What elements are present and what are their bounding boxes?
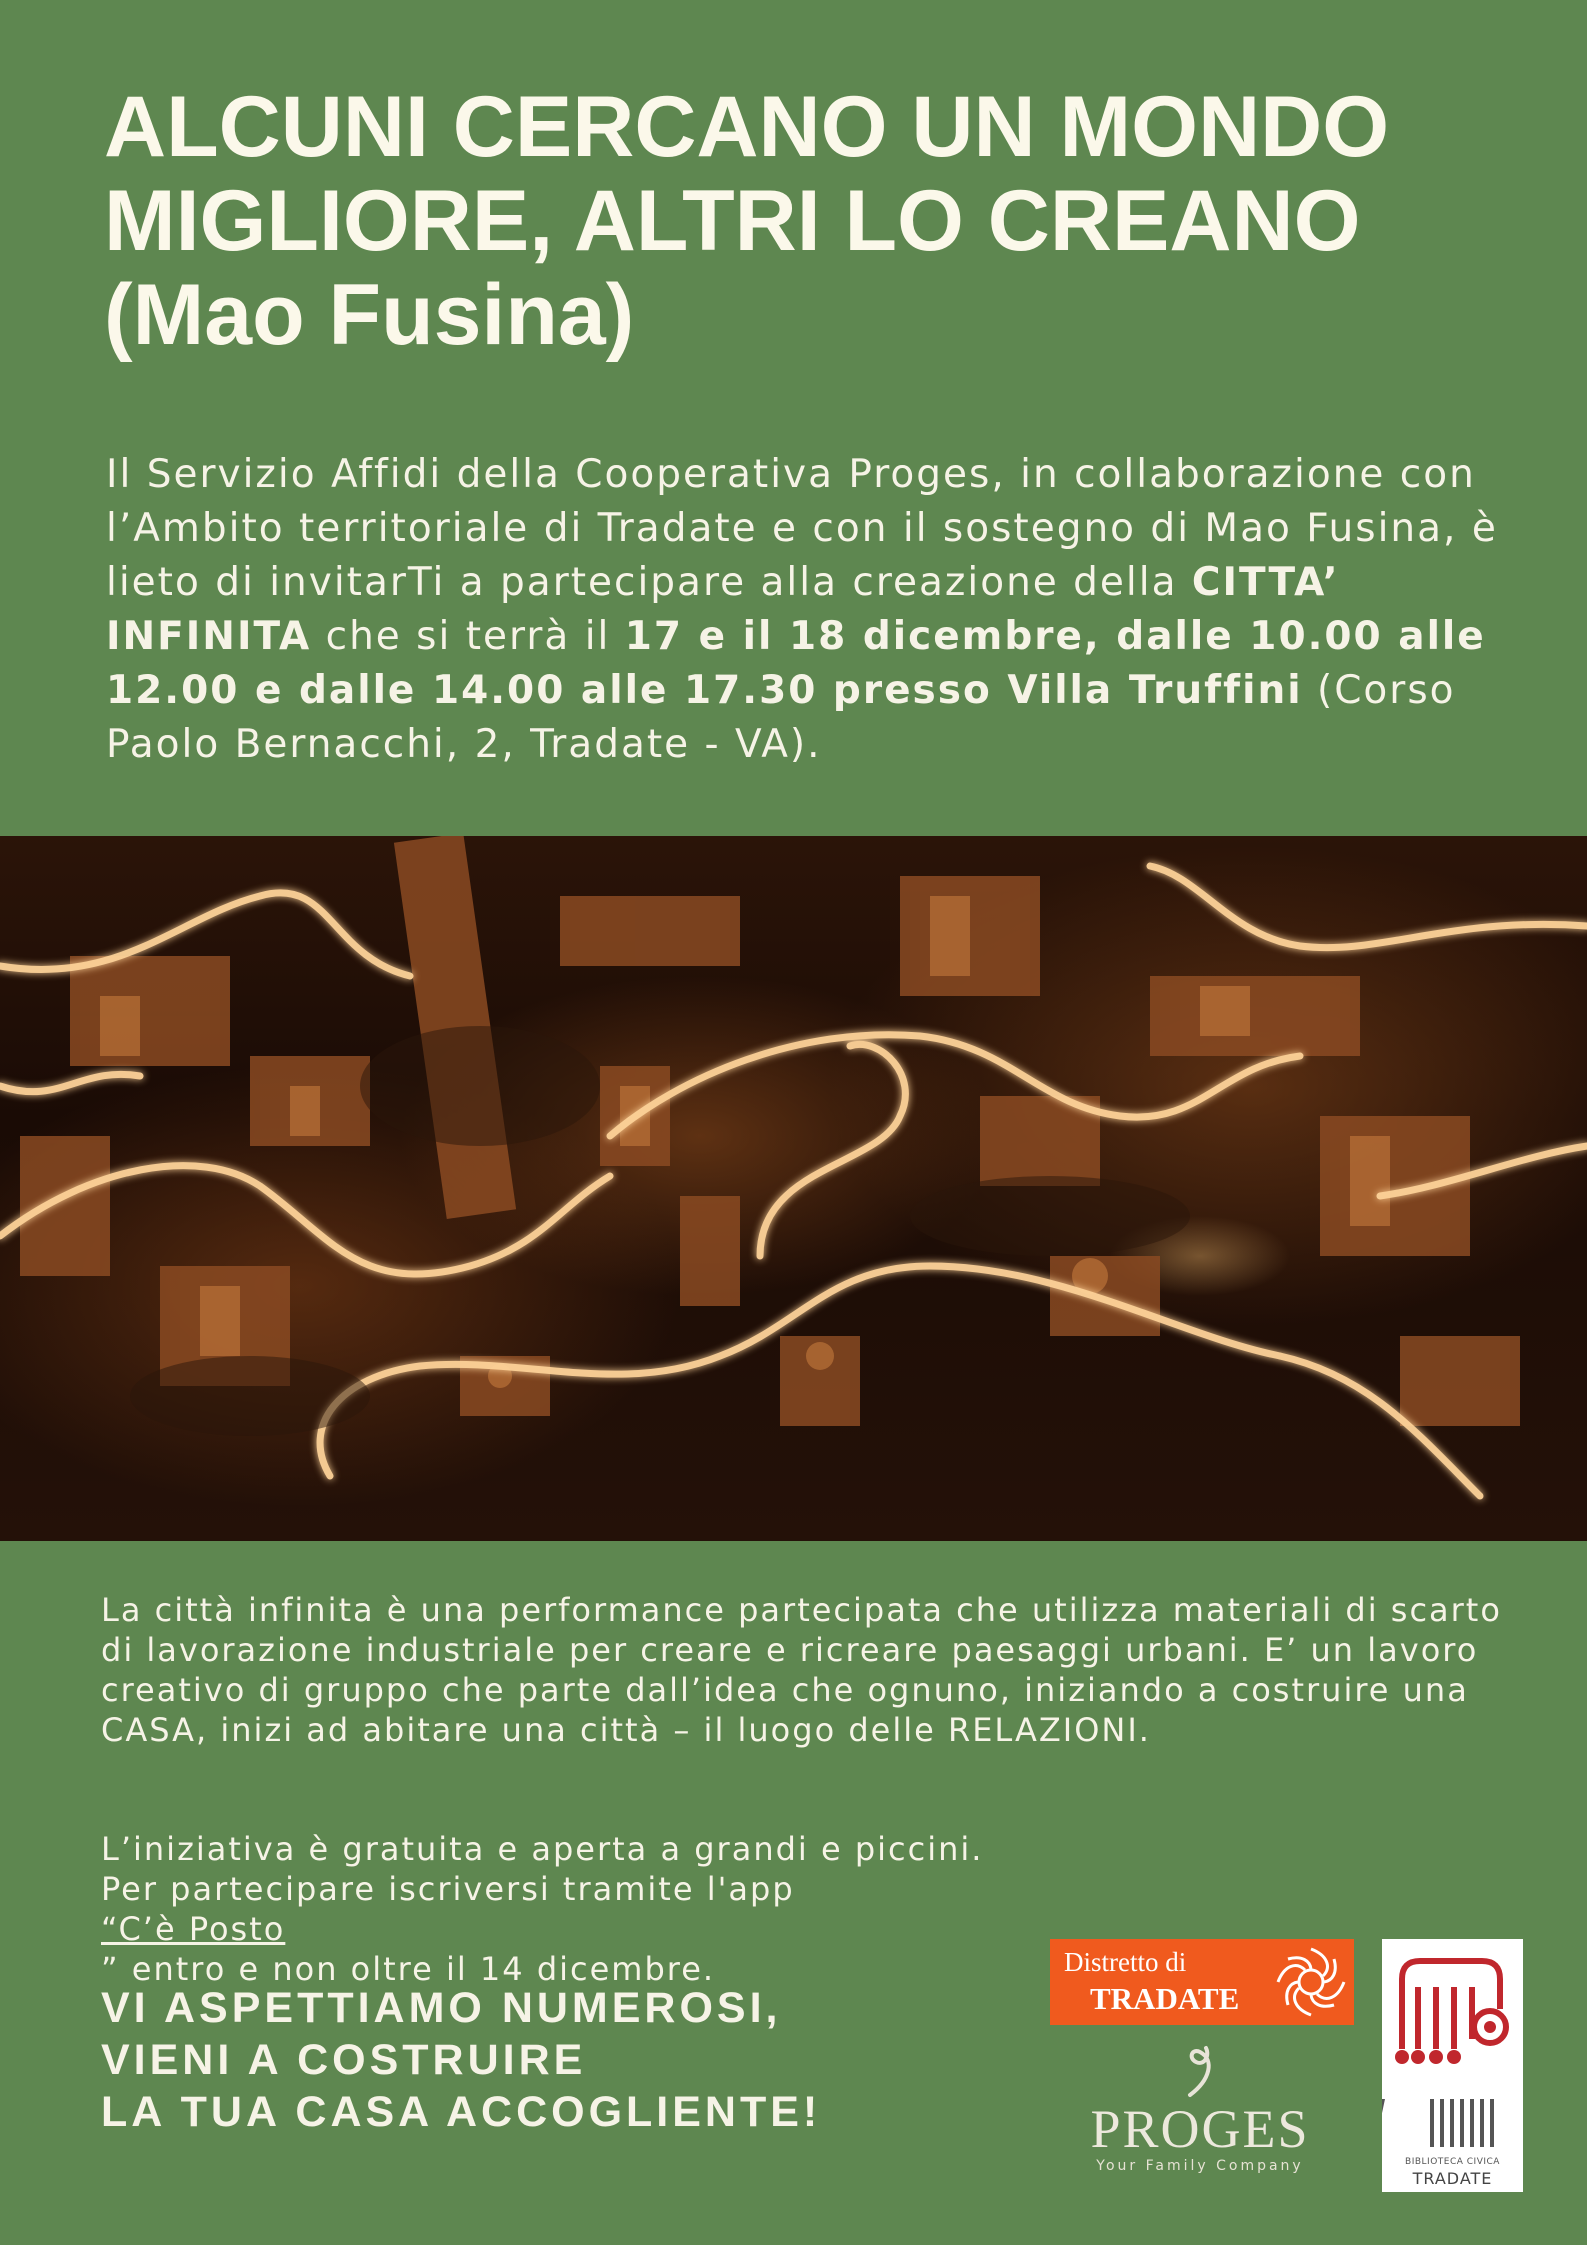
event-dates-times: 17 e il 18 dicembre, dalle 10.00 alle 12.00 e dalle 14.00 alle 17.30 presso Villa Truffini (106, 614, 1486, 713)
intro-paragraph (106, 448, 1506, 772)
title-line-3: (Mao Fusina) (104, 267, 635, 363)
app-link[interactable]: “C’è Posto (101, 1910, 286, 1948)
intro-text-2: che si terrà il (325, 614, 611, 659)
proges-logo (1080, 2040, 1320, 2190)
closing-line-1: VI ASPETTIAMO NUMEROSI, (101, 1984, 782, 2032)
biblioteca-line1: BIBLIOTECA CIVICA (1405, 2157, 1500, 2167)
event-address: (Corso Paolo Bernacchi, 2, Tradate - VA). (106, 668, 1456, 767)
closing-call (101, 1982, 1001, 2138)
distretto-logo-line1: Distretto di (1064, 1947, 1187, 1977)
info-block (101, 1829, 1101, 1989)
city-photo-illustration (0, 836, 1587, 1541)
biblioteca-line2: TRADATE (1412, 2169, 1493, 2188)
flyer-title (104, 80, 1524, 362)
intro-text: Il Servizio Affidi della Cooperativa Proges, in collaborazione con l’Ambito territoriale di Tradate e con il sostegno di Mao Fusina, è lieto di invitarTi a partecipare alla creazione della (106, 452, 1498, 605)
closing-line-3: LA TUA CASA ACCOGLIENTE! (101, 2088, 822, 2136)
proges-tagline: Your Family Company (1096, 2158, 1304, 2174)
event-name: CITTA’ INFINITA (106, 560, 1340, 659)
info-register: Per partecipare iscriversi tramite l'app (101, 1870, 795, 1908)
distretto-swirl-icon (1272, 1943, 1350, 2021)
info-free: L’iniziativa è gratuita e aperta a grandi e piccini. (101, 1830, 984, 1868)
title-line-1: ALCUNI CERCANO UN MONDO (104, 79, 1390, 175)
info-deadline-text: ” entro e non oltre il 14 dicembre. (101, 1950, 716, 1988)
biblioteca-emblem-icon (1382, 1939, 1523, 2154)
city-photo (0, 836, 1587, 1541)
description-paragraph: La città infinita è una performance partecipata che utilizza materiali di scarto di lavorazione industriale per creare e ricreare paesaggi urbani. E’ un lavoro creativo di gruppo che parte dall’idea che ognuno, iniziando a costruire una CASA, inizi ad abitare una città – il luogo delle RELAZIONI. (101, 1591, 1502, 1749)
proges-name: PROGES (1090, 2099, 1310, 2159)
distretto-tradate-logo (1050, 1939, 1354, 2025)
info-deadline (101, 1909, 1101, 1989)
title-line-2: MIGLIORE, ALTRI LO CREANO (104, 173, 1361, 269)
proges-swirl-icon (1170, 2040, 1230, 2100)
biblioteca-civica-logo (1382, 1939, 1523, 2192)
distretto-logo-line2: TRADATE (1090, 1981, 1240, 2016)
closing-line-2: VIENI A COSTRUIRE (101, 2036, 587, 2084)
